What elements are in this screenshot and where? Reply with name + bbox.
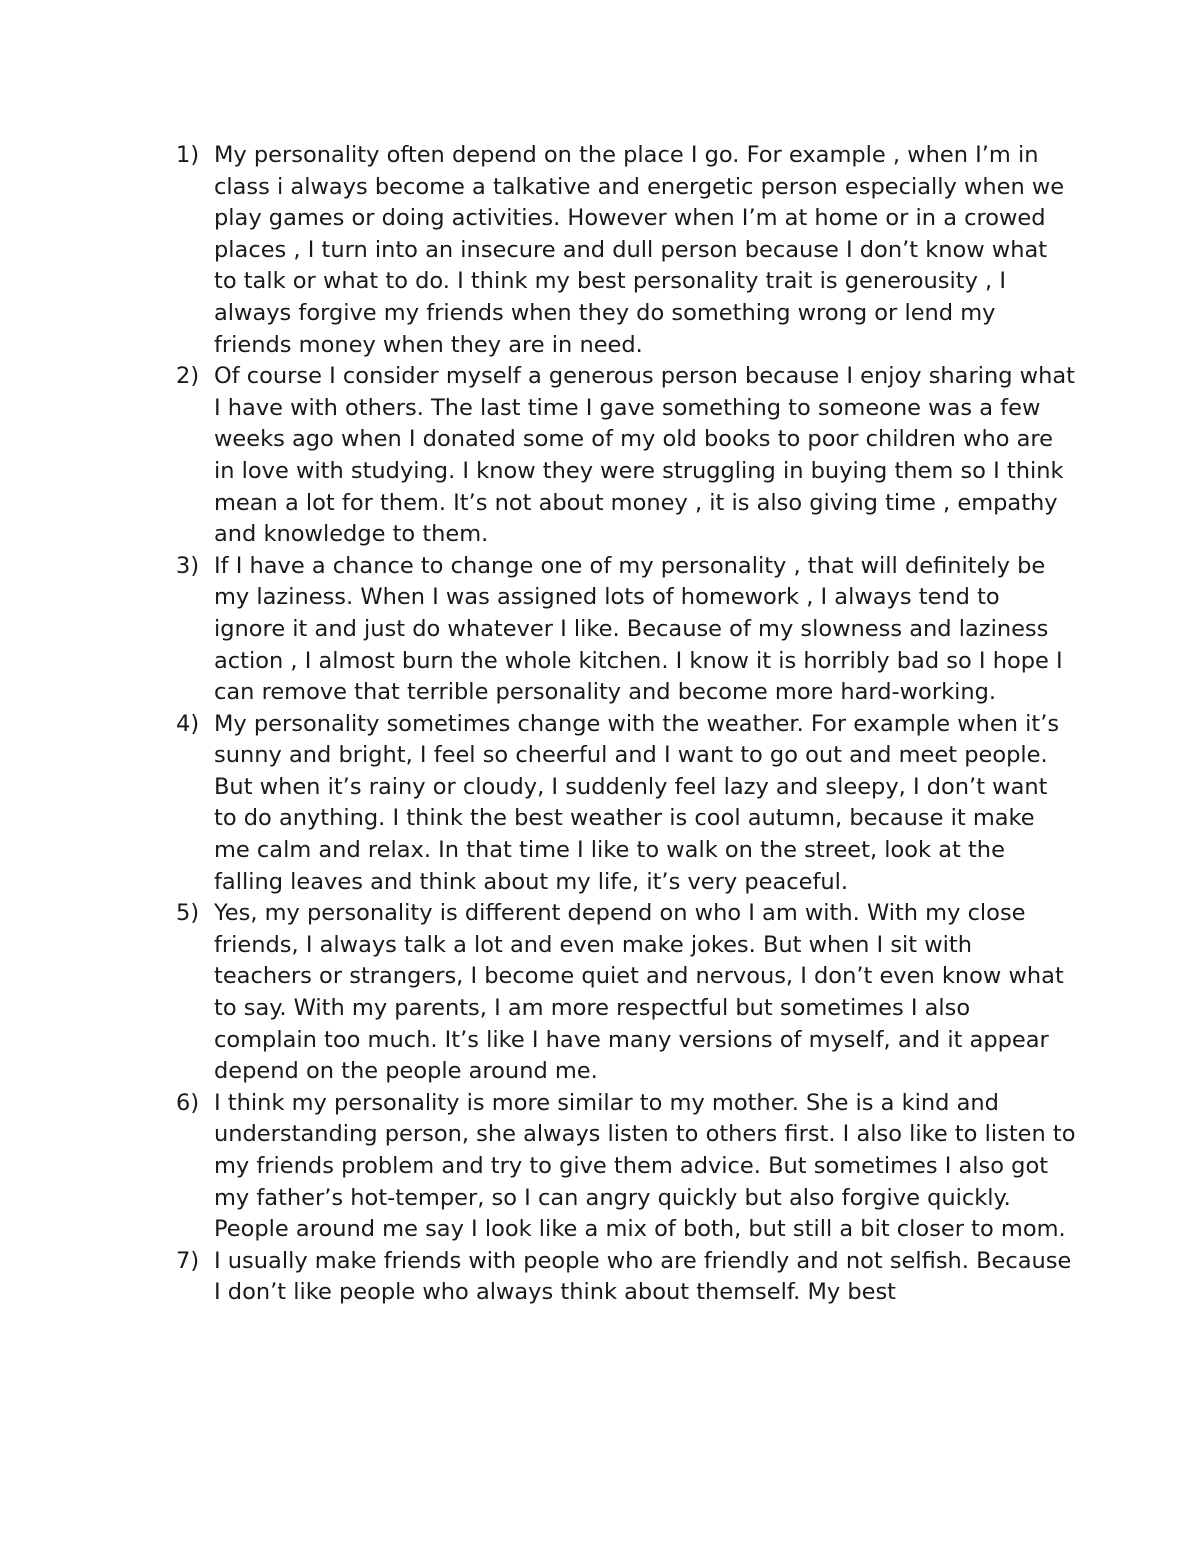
item-number: 7) — [176, 1247, 200, 1274]
item-text: My personality sometimes change with the weather. For example when it’s sunny and bright, I feel so cheerful and I want to go out and meet people. But when it’s rainy or cloudy, I suddenly feel lazy and sleepy, I don’t want to do anything. I think the best weather is cool autumn, because it make me calm and relax. In that time I like to walk on the street, look at the falling leaves and think about my life, it’s very peaceful. — [214, 710, 1060, 895]
item-number: 2) — [176, 363, 200, 390]
item-number: 5) — [176, 900, 200, 927]
list-item — [176, 709, 1076, 899]
list-item — [176, 140, 1076, 361]
item-text: I think my personality is more similar to my mother. She is a kind and understanding person, she always listen to others first. I also like to listen to my friends problem and try to give them advice. But sometimes I also got my father’s hot-temper, so I can angry quickly but also forgive quickly. People around me say I look like a mix of both, but still a bit closer to mom. — [214, 1089, 1076, 1243]
answer-list — [176, 140, 1076, 1309]
list-item — [176, 361, 1076, 551]
list-item — [176, 551, 1076, 709]
item-text: I usually make friends with people who are friendly and not selfish. Because I don’t like people who always think about themself. My best — [214, 1247, 1072, 1306]
item-text: Yes, my personality is different depend on who I am with. With my close friends, I always talk a lot and even make jokes. But when I sit with teachers or strangers, I become quiet and nervous, I don’t even know what to say. With my parents, I am more respectful but sometimes I also complain too much. It’s like I have many versions of myself, and it appear depend on the people around me. — [214, 900, 1064, 1085]
list-item — [176, 898, 1076, 1088]
item-number: 1) — [176, 142, 200, 168]
item-text: Of course I consider myself a generous person because I enjoy sharing what I have with others. The last time I gave something to someone was a few weeks ago when I donated some of my old books to poor children who are in love with studying. I know they were struggling in buying them so I think mean a lot for them. It’s not about money , it is also giving time , empathy and knowledge to them. — [214, 363, 1075, 548]
item-number: 4) — [176, 710, 200, 737]
item-number: 3) — [176, 552, 200, 579]
item-text: If I have a chance to change one of my personality , that will definitely be my laziness. When I was assigned lots of homework , I always tend to ignore it and just do whatever I like. Because of my slowness and laziness action , I almost burn the whole kitchen. I know it is horribly bad so I hope I can remove that terrible personality and become more hard-working. — [214, 552, 1063, 706]
item-text: My personality often depend on the place I go. For example , when I’m in class i always become a talkative and energetic person especially when we play games or doing activities. However when I’m at home or in a crowed places , I turn into an insecure and dull person because I don’t know what to talk or what to do. I think my best personality trait is generousity , I always forgive my friends when they do something wrong or lend my friends money when they are in need. — [214, 142, 1065, 358]
list-item — [176, 1246, 1076, 1309]
list-item — [176, 1088, 1076, 1246]
item-number: 6) — [176, 1089, 200, 1116]
